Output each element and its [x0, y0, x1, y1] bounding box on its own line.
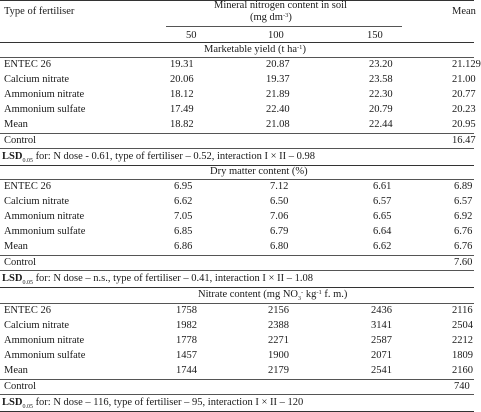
control-value: 16.47: [452, 135, 476, 146]
cell-value: 21.89: [266, 89, 290, 100]
mean-header: Mean: [452, 6, 476, 17]
row-label: Calcium nitrate: [4, 196, 70, 207]
row-label: Ammonium sulfate: [4, 104, 86, 115]
cell-value: 6.64: [373, 226, 392, 237]
cell-value: 21.08: [266, 119, 290, 130]
cell-value: 20.87: [266, 59, 290, 70]
section-rule: [0, 179, 474, 180]
cell-value: 3141: [371, 320, 392, 331]
cell-value: 17.49: [170, 104, 194, 115]
control-value: 7.60: [454, 257, 473, 268]
cell-mean: 6.92: [454, 211, 473, 222]
control-value: 740: [454, 381, 470, 392]
dose-150-header: 150: [367, 30, 383, 41]
cell-value: 19.31: [170, 59, 194, 70]
cell-value: 2541: [371, 365, 392, 376]
cell-value: 1758: [176, 305, 197, 316]
cell-value: 1900: [268, 350, 289, 361]
cell-value: 6.79: [270, 226, 289, 237]
cell-value: 2179: [268, 365, 289, 376]
cell-value: 1778: [176, 335, 197, 346]
row-label: Ammonium sulfate: [4, 350, 86, 361]
row-label: Mean: [4, 119, 28, 130]
section-rule: [0, 394, 474, 395]
cell-mean: 20.95: [452, 119, 476, 130]
row-label: Calcium nitrate: [4, 320, 70, 331]
section-rule: [0, 379, 474, 380]
cell-value: 6.57: [373, 196, 392, 207]
control-label: Control: [4, 381, 37, 392]
section-rule: [0, 133, 474, 134]
cell-value: 2436: [371, 305, 392, 316]
row-label: Ammonium nitrate: [4, 211, 85, 222]
row-label: ENTEC 26: [4, 305, 51, 316]
cell-mean: 6.76: [454, 226, 473, 237]
row-label: ENTEC 26: [4, 181, 51, 192]
cell-value: 22.30: [369, 89, 393, 100]
control-label: Control: [4, 135, 37, 146]
cell-value: 2388: [268, 320, 289, 331]
cell-value: 6.80: [270, 241, 289, 252]
cell-value: 18.82: [170, 119, 194, 130]
section-rule: [0, 303, 474, 304]
mineral-nitrogen-unit: (mg $dm^{-3}$): [250, 12, 292, 23]
cell-mean: 2504: [452, 320, 473, 331]
cell-value: 6.95: [174, 181, 193, 192]
cell-value: 6.62: [174, 196, 193, 207]
cell-value: 6.61: [373, 181, 392, 192]
section-rule: [0, 287, 474, 288]
cell-value: 19.37: [266, 74, 290, 85]
cell-value: 7.06: [270, 211, 289, 222]
cell-value: 7.05: [174, 211, 193, 222]
cell-value: 2271: [268, 335, 289, 346]
cell-value: 1457: [176, 350, 197, 361]
cell-mean: 20.77: [452, 89, 476, 100]
lsd-note: $LSD_{0.05}$ for: N dose – 116, type of fertiliser – 95, interaction I × II – 120: [2, 397, 304, 410]
row-label: ENTEC 26: [4, 59, 51, 70]
cell-value: 6.62: [373, 241, 392, 252]
lsd-note: $LSD_{0.05}$ for: N dose - 0.61, type of fertiliser – 0.52, interaction I × II – 0.98: [2, 151, 315, 164]
cell-value: 22.44: [369, 119, 393, 130]
control-label: Control: [4, 257, 37, 268]
cell-value: 20.06: [170, 74, 194, 85]
cell-value: 20.79: [369, 104, 393, 115]
cell-value: 23.58: [369, 74, 393, 85]
section-title-dry-matter: Dry matter content (%): [210, 166, 308, 177]
cell-value: 6.85: [174, 226, 193, 237]
cell-value: 23.20: [369, 59, 393, 70]
dose-100-header: 100: [268, 30, 284, 41]
cell-mean: 6.89: [454, 181, 473, 192]
cell-mean: 2212: [452, 335, 473, 346]
lsd-note: $LSD_{0.05}$ for: N dose – n.s., type of fertiliser – 0.41, interaction I × II – 1.08: [2, 273, 313, 286]
mineral-nitrogen-header: Mineral nitrogen content in soil: [214, 0, 347, 11]
section-rule: [0, 255, 474, 256]
cell-value: 18.12: [170, 89, 194, 100]
dose-50-header: 50: [186, 30, 197, 41]
row-label: Ammonium nitrate: [4, 89, 85, 100]
cell-mean: 6.76: [454, 241, 473, 252]
section-title-nitrate-content: Nitrate content (mg $NO_3^-$ $kg^{-1}$ f. m.): [198, 289, 348, 302]
cell-mean: 1809: [452, 350, 473, 361]
row-label: Ammonium nitrate: [4, 335, 85, 346]
row-label: Ammonium sulfate: [4, 226, 86, 237]
cell-mean: 6.57: [454, 196, 473, 207]
cell-value: 1982: [176, 320, 197, 331]
cell-mean: 2160: [452, 365, 473, 376]
cell-value: 2071: [371, 350, 392, 361]
cell-value: 6.65: [373, 211, 392, 222]
section-rule: [0, 57, 474, 58]
dose-divider: [166, 26, 402, 27]
section-title-marketable-yield: Marketable yield (t $ha^{-1}$): [204, 44, 306, 55]
cell-value: 6.86: [174, 241, 193, 252]
row-label: Mean: [4, 241, 28, 252]
section-rule: [0, 148, 474, 149]
cell-mean: 2116: [452, 305, 473, 316]
header-rule: [0, 42, 474, 43]
cell-value: 2156: [268, 305, 289, 316]
cell-value: 22.40: [266, 104, 290, 115]
cell-value: 1744: [176, 365, 197, 376]
cell-value: 6.50: [270, 196, 289, 207]
cell-mean: 20.23: [452, 104, 476, 115]
cell-value: 7.12: [270, 181, 289, 192]
row-label: Calcium nitrate: [4, 74, 70, 85]
type-of-fertiliser-header: Type of fertiliser: [4, 6, 75, 17]
cell-mean: 21.00: [452, 74, 476, 85]
cell-value: 2587: [371, 335, 392, 346]
cell-mean: 21.129: [452, 59, 481, 70]
section-rule: [0, 270, 474, 271]
row-label: Mean: [4, 365, 28, 376]
